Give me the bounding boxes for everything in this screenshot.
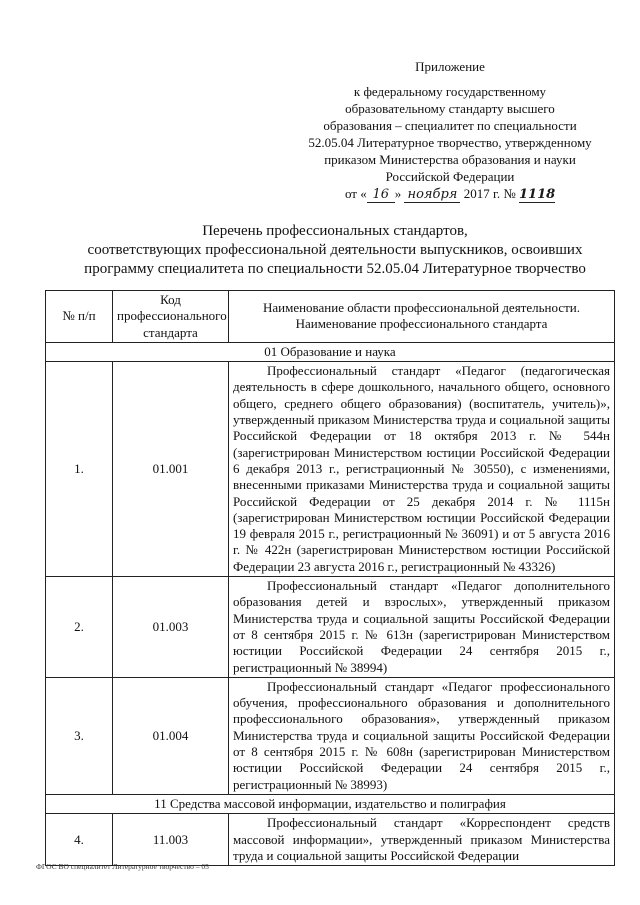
- order-mid: »: [394, 186, 402, 201]
- row-standard-text: Профессиональный стандарт «Педагог (педагогическая деятельность в сфере дошкольного, начального общего, основного общего, среднего общего образования) (воспитатель, учитель)», утвержденный приказом Министерства труда и социальной защиты Российской Федерации от 18 октября 2013 г. № 544н (зарегистрирован Министерством юстиции Российской Федерации 6 декабря 2013 г., регистрационный № 30550), с изменениями, внесенными приказами Министерства труда и социальной защиты Российской Федерации от 25 декабря 2014 г. № 1115н (зарегистрирован Министерством юстиции Российской Федерации 19 февраля 2015 г., регистрационный № 36091) и от 5 августа 2016 г. № 422н (зарегистрирован Министерством юстиции Российской Федерации 23 августа 2016 г., регистрационный № 43326): [229, 362, 615, 577]
- row-standard-text: Профессиональный стандарт «Корреспондент средств массовой информации», утвержденный приказом Министерства труда и социальной защиты Российской Федерации: [229, 814, 615, 866]
- order-prefix: от «: [344, 186, 367, 201]
- header-code: Код профессионального стандарта: [113, 291, 229, 343]
- table-header-row: [46, 291, 615, 343]
- appendix-line: к федеральному государственному: [353, 84, 547, 99]
- order-year: 2017 г. №: [463, 186, 516, 201]
- heading-line: соответствующих профессиональной деятельности выпускников, освоивших: [87, 242, 583, 258]
- section-row: [46, 794, 615, 813]
- appendix-line: образования – специалитет по специальности: [323, 118, 577, 133]
- row-code: 01.001: [113, 362, 229, 577]
- row-num: 4.: [46, 814, 113, 866]
- appendix-block: [300, 58, 600, 203]
- standards-table: [45, 290, 615, 866]
- appendix-line: Российской Федерации: [385, 169, 515, 184]
- appendix-title: Приложение: [415, 59, 485, 74]
- table-row: [46, 677, 615, 794]
- page-footer: ФГОС ВО специалитет Литературное творчество – 05: [36, 862, 209, 871]
- order-date-line: [300, 185, 600, 203]
- row-num: 3.: [46, 677, 113, 794]
- appendix-line: образовательному стандарту высшего: [345, 101, 555, 116]
- row-code: 01.003: [113, 577, 229, 678]
- table-row: [46, 814, 615, 866]
- table-row: [46, 362, 615, 577]
- row-standard-text: Профессиональный стандарт «Педагог профессионального обучения, профессионального образования и дополнительного профессионального образования», утвержденный приказом Министерства труда и социальной защиты Российской Федерации от 8 сентября 2015 г. № 608н (зарегистрирован Министерством юстиции Российской Федерации 24 сентября 2015 г., регистрационный № 38993): [229, 677, 615, 794]
- table-row: [46, 577, 615, 678]
- row-code: 11.003: [113, 814, 229, 866]
- order-month-handwritten: ноября: [404, 188, 460, 203]
- row-num: 1.: [46, 362, 113, 577]
- appendix-line: приказом Министерства образования и науки: [324, 152, 576, 167]
- row-num: 2.: [46, 577, 113, 678]
- document-heading: [70, 222, 600, 279]
- row-code: 01.004: [113, 677, 229, 794]
- appendix-line: 52.05.04 Литературное творчество, утвержденному: [308, 135, 592, 150]
- heading-line: Перечень профессиональных стандартов,: [202, 223, 468, 239]
- section-row: [46, 342, 615, 361]
- order-day-handwritten: 16: [367, 188, 395, 203]
- header-name: Наименование области профессиональной деятельности. Наименование профессионального стандарта: [229, 291, 615, 343]
- section-title: 01 Образование и наука: [46, 342, 615, 361]
- order-number-handwritten: 1118: [519, 187, 556, 202]
- heading-line: программу специалитета по специальности 52.05.04 Литературное творчество: [84, 261, 586, 277]
- header-num: № п/п: [46, 291, 113, 343]
- row-standard-text: Профессиональный стандарт «Педагог дополнительного образования детей и взрослых», утвержденный приказом Министерства труда и социальной защиты Российской Федерации от 8 сентября 2015 г. № 613н (зарегистрирован Министерством юстиции Российской Федерации 24 сентября 2015 г., регистрационный № 38994): [229, 577, 615, 678]
- section-title: 11 Средства массовой информации, издательство и полиграфия: [46, 794, 615, 813]
